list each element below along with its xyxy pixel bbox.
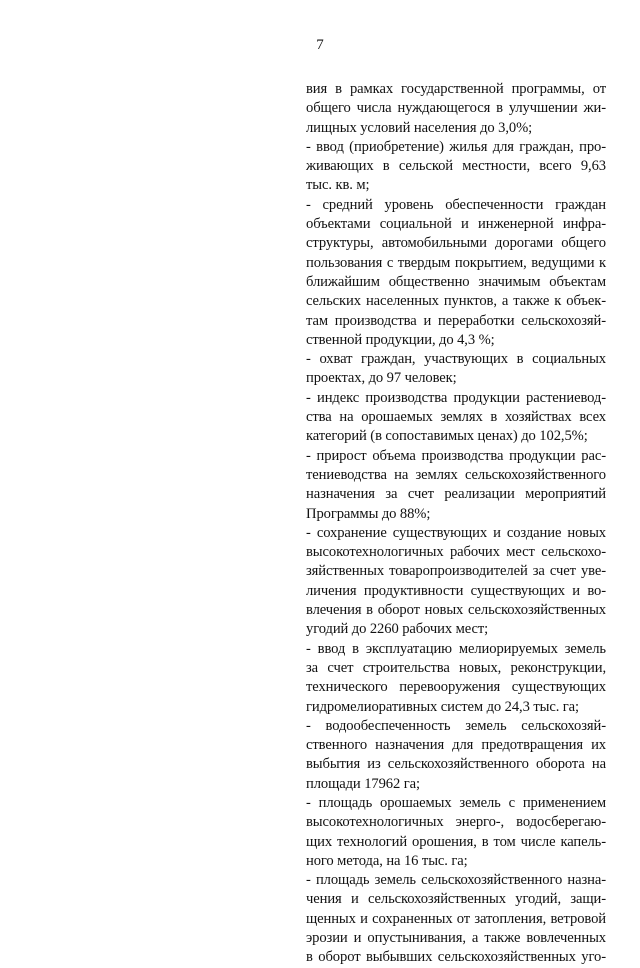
text-line: вия в рамках государственной программы, от	[306, 81, 606, 97]
text-line: влечения в оборот новых сельскохозяйственных	[306, 602, 606, 619]
text-line: тыс. кв. м;	[306, 177, 370, 194]
text-line: ственной продукции, до 4,3 %;	[306, 331, 495, 348]
text-line: структуры, автомобильными дорогами общего	[306, 235, 606, 252]
text-line: пользования с твердым покрытием, ведущими к	[306, 254, 606, 271]
text-line: - сохранение существующих и создание новых	[306, 524, 606, 541]
paragraph	[306, 640, 606, 717]
text-line: живающих в сельской местности, всего 9,63	[306, 158, 606, 175]
text-line: - средний уровень обеспеченности граждан	[306, 196, 606, 213]
text-line: угодий до 2260 рабочих мест;	[306, 621, 489, 638]
text-line: - охват граждан, участвующих в социальных	[306, 351, 606, 368]
text-line: тениеводства на землях сельскохозяйственного	[306, 466, 606, 483]
text-line: лищных условий населения до 3,0%;	[306, 119, 533, 136]
text-line: категорий (в сопоставимых ценах) до 102,5%;	[306, 428, 588, 445]
text-line: ного метода, на 16 тыс. га;	[306, 852, 468, 869]
paragraph	[306, 717, 606, 794]
text-line: ближайшим общественно значимым объектам	[306, 273, 606, 290]
text-line: щих технологий орошения, в том числе капель-	[306, 833, 606, 850]
text-line: площади 17962 га;	[306, 775, 420, 792]
text-line: эрозии и опустынивания, а также вовлеченных	[306, 930, 606, 947]
paragraph	[306, 138, 606, 196]
paragraph	[306, 524, 606, 640]
text-line: высокотехнологичных рабочих мест сельскохо-	[306, 544, 606, 561]
text-line: ственного назначения для предотвращения их	[306, 737, 606, 754]
text-line: общего числа нуждающегося в улучшении жи-	[306, 100, 606, 117]
text-line: высокотехнологичных энерго-, водосберегаю-	[306, 814, 606, 831]
text-line: Программы до 88%;	[306, 505, 431, 522]
text-line: сельских населенных пунктов, а также к объек-	[306, 293, 606, 310]
text-line: - водообеспеченность земель сельскохозяй-	[306, 717, 606, 734]
text-line: ства на орошаемых землях в хозяйствах всех	[306, 409, 606, 426]
text-line: назначения за счет реализации мероприятий	[306, 486, 606, 503]
text-line: - прирост объема производства продукции рас-	[306, 447, 606, 464]
text-line: щенных и сохраненных от затопления, ветровой	[306, 910, 606, 927]
text-line: за счет строительства новых, реконструкции,	[306, 659, 606, 676]
text-line: зяйственных товаропроизводителей за счет уве-	[306, 563, 606, 580]
text-line: гидромелиоративных систем до 24,3 тыс. га;	[306, 698, 580, 715]
text-line: личения продуктивности существующих и во-	[306, 582, 606, 599]
paragraph	[306, 350, 606, 389]
paragraph	[306, 80, 606, 138]
paragraph	[306, 389, 606, 447]
text-line: технического перевооружения существующих	[306, 679, 606, 696]
text-line: в оборот выбывших сельскохозяйственных уго-	[306, 949, 606, 966]
paragraph	[306, 447, 606, 524]
paragraph	[306, 871, 606, 967]
paragraph	[306, 794, 606, 871]
text-line: проектах, до 97 человек;	[306, 370, 457, 387]
text-line: - площадь орошаемых земель с применением	[306, 794, 606, 811]
text-line: выбытия из сельскохозяйственного оборота на	[306, 756, 606, 773]
text-line: - ввод в эксплуатацию мелиорируемых земель	[306, 640, 606, 657]
text-line: чения и сельскохозяйственных угодий, защи-	[306, 891, 606, 908]
text-line: - ввод (приобретение) жилья для граждан, про-	[306, 138, 606, 155]
text-line: - индекс производства продукции растениевод-	[306, 389, 606, 406]
text-line: объектами социальной и инженерной инфра-	[306, 216, 606, 233]
paragraph	[306, 196, 606, 350]
document-body-text	[306, 80, 606, 968]
text-line: там производства и переработки сельскохозяй-	[306, 312, 606, 329]
text-line: - площадь земель сельскохозяйственного назна-	[306, 872, 606, 889]
page-number: 7	[316, 37, 324, 53]
